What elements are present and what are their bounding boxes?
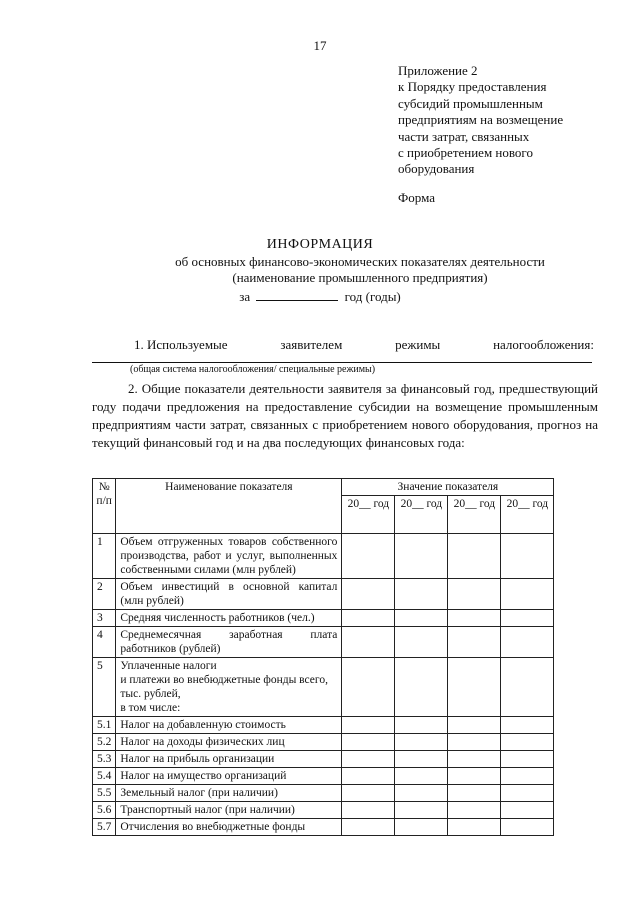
value-cell[interactable] [395,610,448,627]
value-cell[interactable] [395,802,448,819]
value-cell[interactable] [501,802,554,819]
value-cell[interactable] [448,717,501,734]
value-cell[interactable] [342,627,395,658]
appendix-line: предприятиям на возмещение [398,112,564,128]
value-cell[interactable] [501,717,554,734]
header-year: 20__ год [448,496,501,534]
value-cell[interactable] [501,751,554,768]
table-row [93,534,554,579]
page-number: 17 [313,38,327,53]
row-indicator-name: Объем инвестиций в основной капитал (млн рублей) [116,579,342,610]
value-cell[interactable] [342,785,395,802]
value-cell[interactable] [448,819,501,836]
value-cell[interactable] [342,802,395,819]
row-number: 5.2 [93,734,116,751]
item-1-word: заявителем [280,337,343,352]
period-suffix: год (годы) [344,289,401,304]
row-indicator-name: Уплаченные налоги и платежи во внебюджетные фонды всего, тыс. рублей, в том числе: [116,658,342,717]
row-number: 5.7 [93,819,116,836]
value-cell[interactable] [448,785,501,802]
value-cell[interactable] [395,768,448,785]
value-cell[interactable] [342,579,395,610]
row-indicator-name: Налог на доходы физических лиц [116,734,342,751]
table-row [93,717,554,734]
table-row [93,610,554,627]
row-number: 1 [93,534,116,579]
table-row [93,802,554,819]
value-cell[interactable] [342,819,395,836]
row-number: 5.6 [93,802,116,819]
value-cell[interactable] [342,534,395,579]
table-row [93,819,554,836]
row-indicator-name: Налог на прибыль организации [116,751,342,768]
item-1-word: 1. Используемые [134,337,228,352]
header-year: 20__ год [501,496,554,534]
appendix-line: субсидий промышленным [398,95,543,111]
value-cell[interactable] [395,627,448,658]
value-cell[interactable] [448,579,501,610]
value-cell[interactable] [501,534,554,579]
indicators-table [92,478,554,836]
row-indicator-name: Среднемесячная заработная плата работников (рублей) [116,627,342,658]
value-cell[interactable] [448,627,501,658]
appendix-line: оборудования [398,161,475,177]
value-cell[interactable] [501,819,554,836]
table-row [93,627,554,658]
value-cell[interactable] [342,751,395,768]
enterprise-name-caption: (наименование промышленного предприятия) [232,270,488,285]
document-subtitle: об основных финансово-экономических показателях деятельности [175,254,545,269]
row-indicator-name: Отчисления во внебюджетные фонды [116,819,342,836]
period-blank-field[interactable] [256,288,338,301]
value-cell[interactable] [501,768,554,785]
header-indicator-value: Значение показателя [342,479,554,496]
item-1-word: режимы [395,337,441,352]
table-row [93,785,554,802]
row-indicator-name: Транспортный налог (при наличии) [116,802,342,819]
value-cell[interactable] [395,717,448,734]
value-cell[interactable] [342,734,395,751]
value-cell[interactable] [448,751,501,768]
document-title: ИНФОРМАЦИЯ [266,237,374,252]
table-row [93,579,554,610]
header-year: 20__ год [395,496,448,534]
appendix-line: с приобретением нового [398,145,533,161]
row-number: 5.3 [93,751,116,768]
value-cell[interactable] [395,751,448,768]
value-cell[interactable] [395,734,448,751]
value-cell[interactable] [395,534,448,579]
table-row [93,751,554,768]
header-year: 20__ год [342,496,395,534]
table-row [93,734,554,751]
value-cell[interactable] [448,610,501,627]
value-cell[interactable] [501,785,554,802]
period-line [0,288,640,305]
row-number: 5.4 [93,768,116,785]
value-cell[interactable] [501,579,554,610]
row-number: 4 [93,627,116,658]
value-cell[interactable] [448,534,501,579]
item-2-paragraph: 2. Общие показатели деятельности заявителя за финансовый год, предшествующий году подачи предложения на предоставление субсидии на возмещение промышленным предприятиям части затрат, связанных с приобретением нового оборудования, прогноз на текущий финансовый год и на два последующих финансовых года: [92,381,598,450]
table-row [93,658,554,717]
header-number: № п/п [93,479,116,534]
value-cell[interactable] [501,734,554,751]
value-cell[interactable] [501,610,554,627]
value-cell[interactable] [501,627,554,658]
value-cell[interactable] [342,768,395,785]
row-indicator-name: Средняя численность работников (чел.) [116,610,342,627]
value-cell[interactable] [395,785,448,802]
row-indicator-name: Налог на имущество организаций [116,768,342,785]
appendix-line: Приложение 2 [398,63,478,78]
tax-regime-caption: (общая система налогообложения/ специальные режимы) [130,364,376,375]
table-row [93,768,554,785]
value-cell[interactable] [448,658,501,717]
appendix-line: к Порядку предоставления [398,79,547,95]
value-cell[interactable] [342,658,395,717]
row-indicator-name: Налог на добавленную стоимость [116,717,342,734]
item-1-line [134,337,594,353]
value-cell[interactable] [342,717,395,734]
row-number: 2 [93,579,116,610]
tax-regime-blank-field[interactable] [92,362,592,363]
value-cell[interactable] [448,768,501,785]
row-indicator-name: Земельный налог (при наличии) [116,785,342,802]
row-number: 5.1 [93,717,116,734]
item-1-word: налогообложения: [493,337,594,352]
period-prefix: за [239,289,251,304]
value-cell[interactable] [395,658,448,717]
value-cell[interactable] [448,802,501,819]
row-number: 5.5 [93,785,116,802]
header-indicator-name: Наименование показателя [116,479,342,534]
value-cell[interactable] [395,819,448,836]
appendix-line: части затрат, связанных [398,128,530,144]
row-indicator-name: Объем отгруженных товаров собственного производства, работ и услуг, выполненных собственными силами (млн рублей) [116,534,342,579]
value-cell[interactable] [448,734,501,751]
row-number: 5 [93,658,116,717]
value-cell[interactable] [501,658,554,717]
value-cell[interactable] [342,610,395,627]
appendix-block [398,63,633,178]
value-cell[interactable] [395,579,448,610]
form-label: Форма [398,190,435,205]
row-number: 3 [93,610,116,627]
